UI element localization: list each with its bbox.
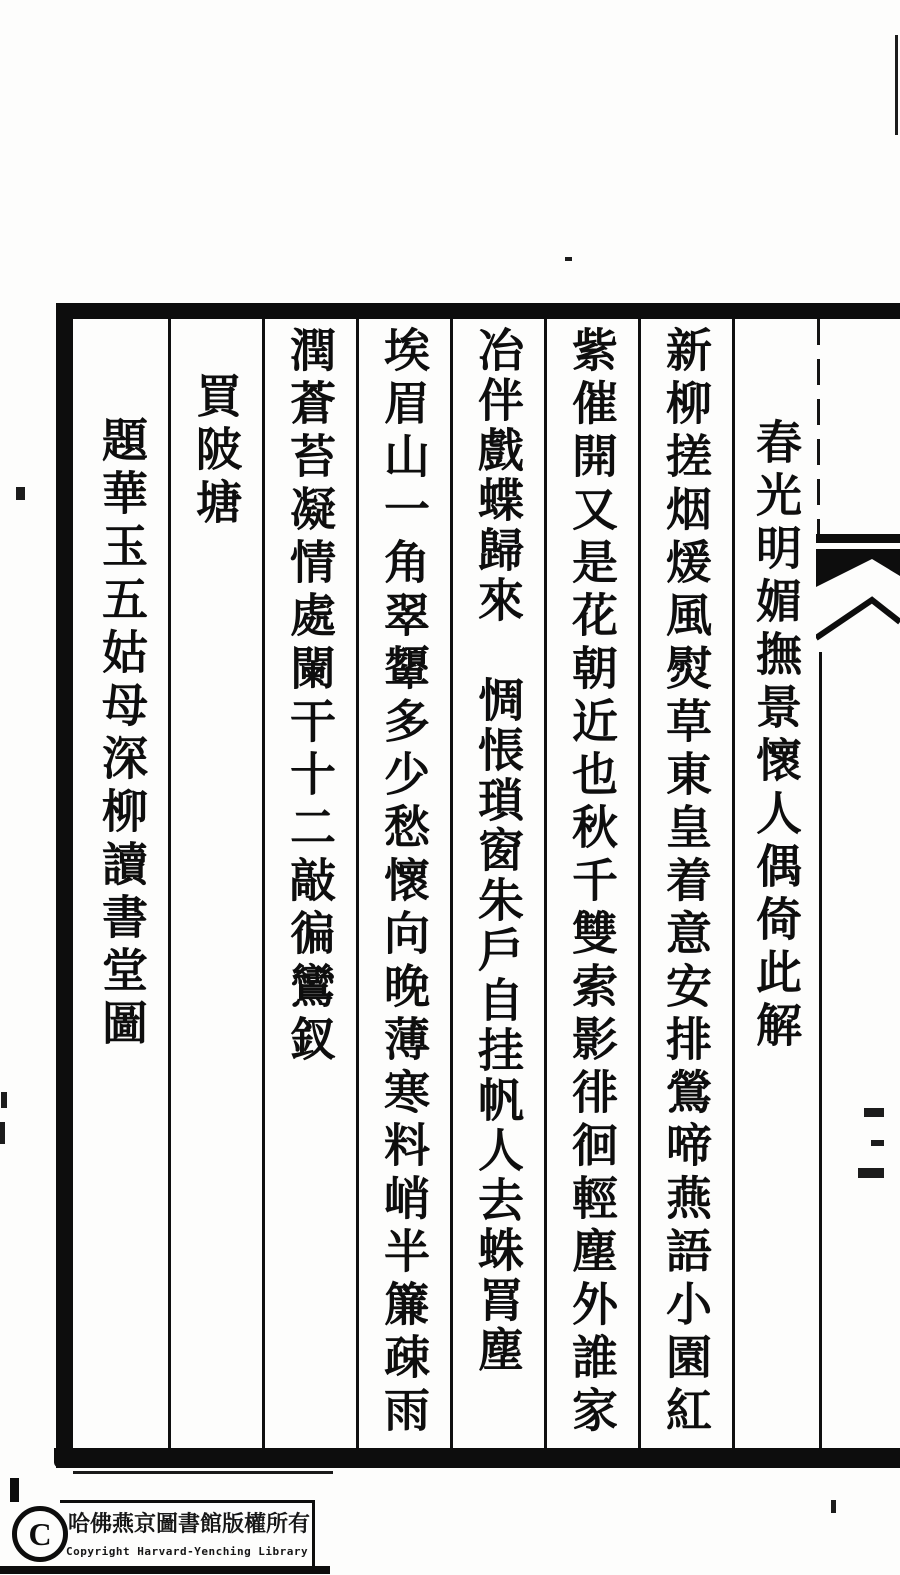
text-column-3: 紫催開又是花朝近也秋千雙索影徘徊輕塵外誰家 [566, 326, 617, 1439]
copyright-stamp [0, 1470, 340, 1575]
scan-speck [871, 1140, 884, 1146]
tune-title-column: 買陂塘 [190, 372, 241, 531]
fishtail-fold-mark-icon [816, 534, 900, 650]
scan-speck [895, 35, 898, 135]
scan-speck [864, 1108, 884, 1117]
stamp-english-text: Copyright Harvard-Yenching Library [66, 1545, 309, 1558]
text-column-5: 埃眉山一角翠顰多少愁懷向晚薄寒料峭半簾疎雨 [378, 326, 429, 1439]
scan-speck [565, 257, 572, 261]
text-column-4: 冶伴戲蝶歸來 惆悵瑣窗朱戶自挂帆人去蛛罥塵 [472, 326, 523, 1376]
scan-speck [858, 1168, 884, 1178]
frame-border-bottom [54, 1448, 900, 1468]
stamp-divider [73, 1471, 333, 1474]
text-column-1: 春光明媚撫景懷人偶倚此解 [750, 418, 801, 1054]
text-column-2: 新柳搓烟煖風熨草東皇着意安排鶯啼燕語小園紅 [660, 326, 711, 1439]
scan-speck [0, 1122, 5, 1144]
scan-speck [10, 1478, 19, 1502]
frame-border-top [56, 303, 900, 319]
scan-speck [16, 487, 25, 500]
frame-border-left [56, 303, 73, 1468]
stamp-chinese-text: 哈佛燕京圖書館版權所有 [68, 1511, 311, 1536]
copyright-symbol-icon: C [12, 1506, 68, 1562]
text-column-6: 潤蒼苔凝情處闌干十二敲徧鸞釵 [284, 326, 335, 1068]
column-divider [819, 652, 822, 1448]
scan-speck [1, 1092, 7, 1108]
column-divider-dashed [817, 319, 820, 535]
stamp-border-bottom [0, 1566, 330, 1574]
stamp-box [60, 1500, 315, 1569]
poem-title-column: 題華玉五姑母深柳讀書堂圖 [96, 416, 147, 1052]
scan-speck [831, 1500, 836, 1513]
